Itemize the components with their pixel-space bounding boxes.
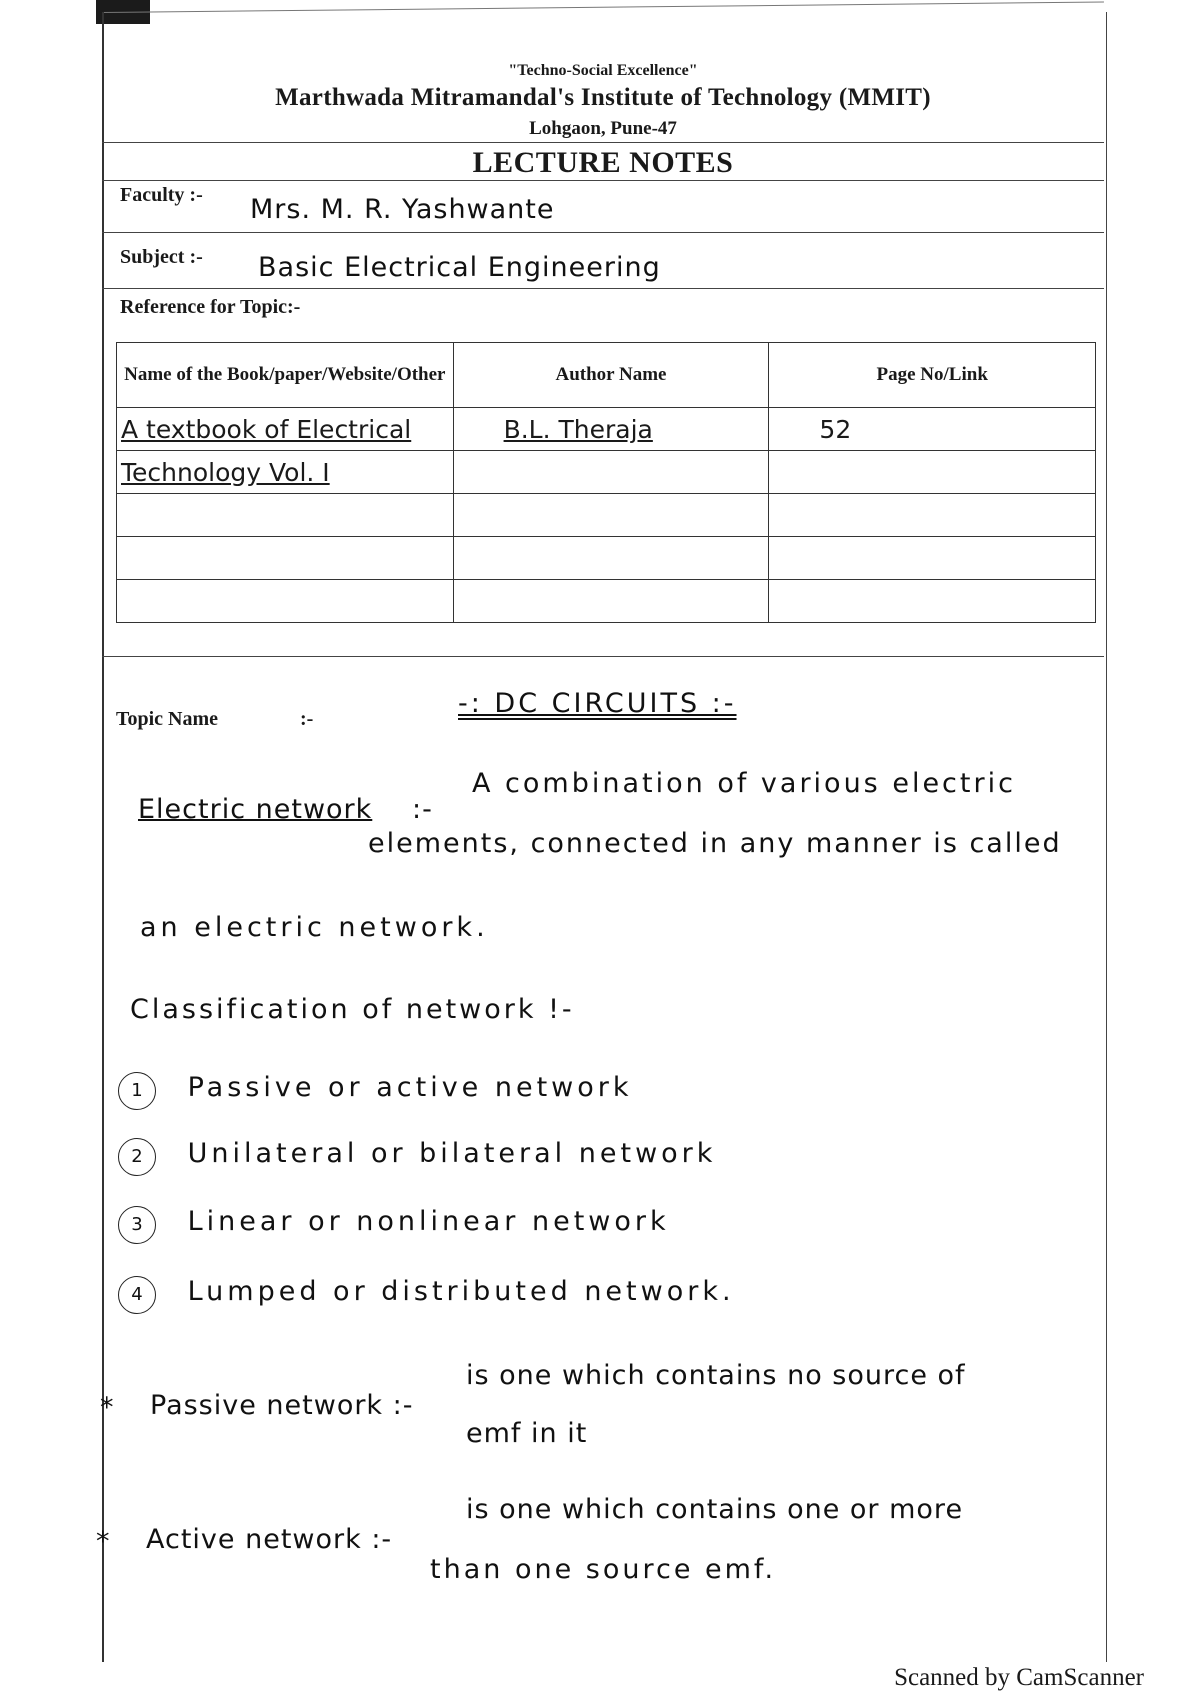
term-separator: :- (412, 794, 433, 825)
bullet-star: * (100, 1392, 115, 1423)
list-item-text: Unilateral or bilateral network (187, 1138, 717, 1169)
list-item (118, 1072, 633, 1110)
table-cell-author (453, 451, 769, 494)
table-row (117, 580, 1096, 623)
term-passive-network: Passive network :- (150, 1390, 414, 1421)
table-row (117, 537, 1096, 580)
number-circle: 3 (118, 1206, 156, 1244)
table-cell-page (769, 451, 1096, 494)
table-cell-author (453, 580, 769, 623)
institute-address: Lohgaon, Pune-47 (529, 118, 677, 139)
term-active-network: Active network :- (146, 1524, 393, 1555)
topic-divider (102, 656, 1104, 657)
table-cell-page (769, 580, 1096, 623)
institute-name: Marthwada Mitramandal's Institute of Technology (MMIT) (275, 84, 931, 111)
institute-motto: "Techno-Social Excellence" (508, 62, 698, 79)
title-divider (102, 180, 1104, 181)
list-item (118, 1206, 670, 1244)
list-item-text: Linear or nonlinear network (187, 1206, 670, 1237)
table-cell-page (769, 537, 1096, 580)
number-circle: 1 (118, 1072, 156, 1110)
column-header-page: Page No/Link (769, 343, 1096, 408)
topic-label: Topic Name (116, 708, 219, 730)
definition-passive-network-line-2: emf in it (466, 1418, 588, 1449)
number-circle: 2 (118, 1138, 156, 1176)
list-item (118, 1138, 716, 1176)
definition-electric-network-line-3: an electric network. (140, 912, 489, 943)
table-cell-book (117, 537, 454, 580)
subject-value: Basic Electrical Engineering (258, 252, 661, 283)
column-header-book: Name of the Book/paper/Website/Other (117, 343, 454, 408)
table-cell-author (453, 537, 769, 580)
definition-electric-network-line-1: A combination of various electric (472, 768, 1016, 799)
list-item-text: Passive or active network (187, 1072, 633, 1103)
table-cell-author (453, 494, 769, 537)
table-cell-book (117, 494, 454, 537)
table-header-row (117, 343, 1096, 408)
list-item (118, 1276, 735, 1314)
table-cell-page (769, 494, 1096, 537)
list-item-text: Lumped or distributed network. (187, 1276, 735, 1307)
table-cell-book (117, 580, 454, 623)
reference-table (116, 342, 1096, 623)
classification-heading: Classification of network !- (130, 994, 575, 1025)
table-row (117, 451, 1096, 494)
definition-passive-network-line-1: is one which contains no source of (466, 1360, 966, 1391)
faculty-divider (102, 232, 1104, 233)
topic-separator: :- (300, 708, 314, 730)
column-header-author: Author Name (453, 343, 769, 408)
reference-label: Reference for Topic:- (120, 296, 301, 318)
number-circle: 4 (118, 1276, 156, 1314)
table-cell-page: 52 (769, 408, 1096, 451)
table-cell-author: B.L. Theraja (453, 408, 769, 451)
faculty-label: Faculty :- (120, 184, 203, 206)
definition-active-network-line-1: is one which contains one or more (466, 1494, 964, 1525)
page-title: LECTURE NOTES (472, 146, 734, 179)
table-cell-book: A textbook of Electrical (117, 408, 454, 451)
subject-divider (102, 288, 1104, 289)
table-cell-book: Technology Vol. I (117, 451, 454, 494)
bullet-star: * (96, 1526, 111, 1557)
table-row (117, 408, 1096, 451)
definition-active-network-line-2: than one source emf. (430, 1554, 777, 1585)
topic-title: -: DC CIRCUITS :- (458, 688, 737, 719)
definition-electric-network-line-2: elements, connected in any manner is called (368, 828, 1062, 859)
table-row (117, 494, 1096, 537)
faculty-value: Mrs. M. R. Yashwante (250, 194, 555, 225)
subject-label: Subject :- (120, 246, 203, 268)
header-divider (102, 142, 1104, 143)
scanner-watermark: Scanned by CamScanner (894, 1664, 1144, 1691)
term-electric-network: Electric network (138, 794, 373, 825)
